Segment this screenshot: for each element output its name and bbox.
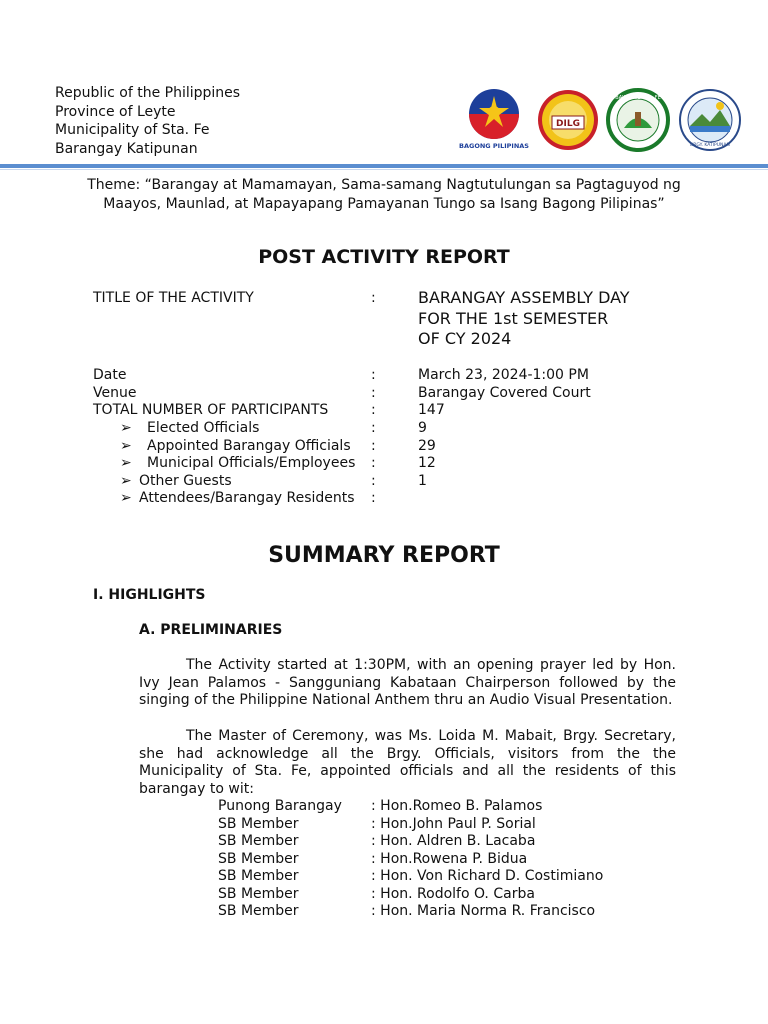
bullet-icon: ➢ [120, 490, 132, 506]
participants-label: TOTAL NUMBER OF PARTICIPANTS [93, 402, 329, 418]
barangay-katipunan-seal [678, 88, 742, 152]
letterhead-line: Republic of the Philippines [55, 85, 241, 101]
breakdown-label: Appointed Barangay Officials [147, 438, 351, 454]
date-value: March 23, 2024-1:00 PM [418, 367, 589, 383]
dilg-logo [536, 88, 600, 152]
letterhead-line: Municipality of Sta. Fe [55, 122, 210, 139]
bullet-icon: ➢ [120, 473, 132, 489]
field-colon: : [371, 367, 376, 383]
venue-value: Barangay Covered Court [418, 385, 591, 401]
activity-title-value [418, 288, 630, 350]
bullet-icon: ➢ [120, 438, 132, 454]
field-colon: : [371, 455, 376, 471]
header-divider-thin [0, 169, 768, 170]
header-divider [0, 164, 768, 168]
breakdown-value: 29 [418, 438, 436, 454]
field-colon: : [371, 490, 376, 506]
summary-report-heading: SUMMARY REPORT [268, 543, 500, 568]
roster-name: : Hon. Maria Norma R. Francisco [371, 903, 596, 919]
activity-title-line: BARANGAY ASSEMBLY DAY [418, 288, 630, 307]
breakdown-label: Other Guests [139, 473, 232, 489]
letterhead-line: Barangay Katipunan [55, 140, 198, 157]
field-colon: : [371, 473, 376, 489]
theme-line: Maayos, Maunlad, at Mapayapang Pamayanan Tungo sa Isang Bagong Pilipinas” [103, 196, 665, 212]
preliminaries-heading: A. PRELIMINARIES [139, 622, 283, 638]
paragraph-text: The Master of Ceremony, was Ms. Loida M. Mabait, Brgy. Secretary, she had acknowledge all the Brgy. Officials, visitors from the the Municipality of Sta. Fe, appointed officials and all the residents of this barangay to wit: [139, 728, 676, 797]
field-colon: : [371, 385, 376, 401]
preliminaries-paragraph-1 [139, 657, 676, 710]
field-colon: : [371, 420, 376, 436]
activity-title-line: FOR THE 1st SEMESTER [418, 308, 609, 328]
bagong-pilipinas-caption: BAGONG PILIPINAS [459, 142, 529, 150]
roster-role: SB Member [218, 816, 299, 832]
breakdown-value: 1 [418, 473, 427, 489]
bullet-icon: ➢ [120, 420, 132, 436]
roster-name: : Hon.Rowena P. Bidua [371, 851, 528, 867]
roster-role: SB Member [218, 903, 299, 919]
roster-name: : Hon. Aldren B. Lacaba [371, 833, 536, 849]
bagong-pilipinas-logo [456, 84, 532, 156]
roster-name: : Hon. Rodolfo O. Carba [371, 886, 535, 902]
breakdown-value: 12 [418, 455, 436, 471]
highlights-heading: I. HIGHLIGHTS [93, 587, 206, 603]
breakdown-value: 9 [418, 420, 427, 436]
bullet-icon: ➢ [120, 455, 132, 471]
date-label: Date [93, 367, 127, 383]
roster-role: SB Member [218, 886, 299, 902]
roster-role: SB Member [218, 851, 299, 867]
post-activity-heading: POST ACTIVITY REPORT [258, 246, 510, 268]
roster-role: SB Member [218, 868, 299, 884]
participants-value: 147 [418, 402, 445, 418]
breakdown-label: Elected Officials [147, 420, 260, 436]
venue-label: Venue [93, 385, 137, 401]
roster-name: : Hon.John Paul P. Sorial [371, 816, 536, 832]
roster-name: : Hon. Von Richard D. Costimiano [371, 868, 604, 884]
breakdown-label: Attendees/Barangay Residents [139, 490, 355, 506]
sta-fe-caption: BAYAN NG STA. FE [615, 95, 661, 101]
theme-line: Theme: “Barangay at Mamamayan, Sama-samang Nagtutulungan sa Pagtaguyod ng [87, 177, 681, 193]
roster-role: Punong Barangay [218, 798, 342, 814]
preliminaries-paragraph-2 [139, 728, 676, 798]
field-colon: : [371, 402, 376, 418]
katipunan-caption: BRGY. KATIPUNAN [690, 143, 730, 148]
roster-role: SB Member [218, 833, 299, 849]
activity-title-line: OF CY 2024 [418, 329, 512, 348]
roster-name: : Hon.Romeo B. Palamos [371, 798, 543, 814]
theme-statement [0, 176, 768, 214]
activity-title-label: TITLE OF THE ACTIVITY [93, 290, 254, 306]
sta-fe-seal [606, 88, 670, 152]
field-colon: : [371, 290, 376, 306]
paragraph-text: The Activity started at 1:30PM, with an opening prayer led by Hon. Ivy Jean Palamos - Sangguniang Kabataan Chairperson followed by the singing of the Philippine National Anthem thru an Audio Visual Presentation. [139, 657, 676, 709]
dilg-caption: DILG [556, 119, 580, 129]
field-colon: : [371, 438, 376, 454]
breakdown-label: Municipal Officials/Employees [147, 455, 356, 471]
letterhead-address [55, 84, 240, 158]
letterhead-line: Province of Leyte [55, 103, 176, 120]
